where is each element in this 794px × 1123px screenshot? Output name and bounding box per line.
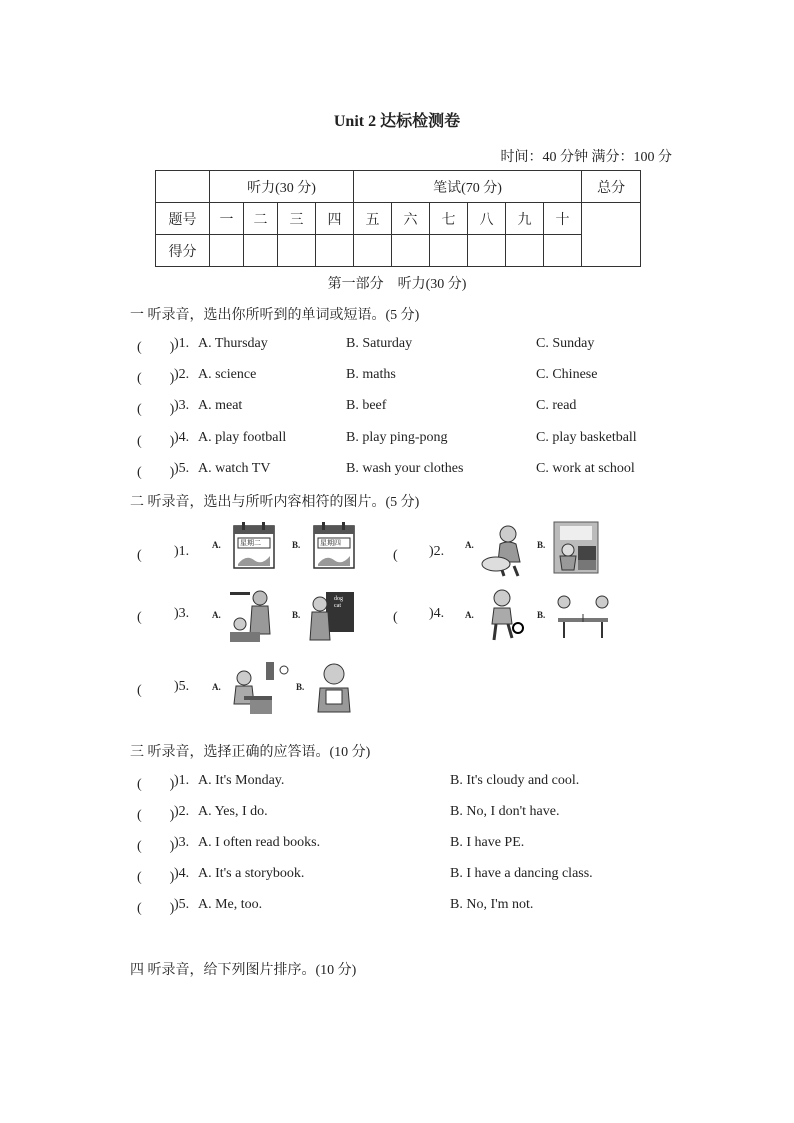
option-b: B. I have PE. — [450, 835, 525, 850]
option-c: C. play basketball — [536, 430, 637, 445]
answer-blank[interactable]: ( ) — [137, 839, 175, 854]
score-cell[interactable] — [244, 235, 278, 267]
option-c: C. work at school — [536, 461, 635, 476]
boy-washing-clothes-image[interactable] — [480, 522, 530, 577]
option-b: B. maths — [346, 367, 396, 382]
question-number: )1. — [174, 336, 190, 351]
writing-header: 笔试(70 分) — [354, 171, 582, 203]
answer-blank[interactable]: ( — [137, 548, 170, 563]
option-a: A. Me, too. — [198, 897, 263, 912]
board-word: dog — [334, 596, 343, 602]
kids-playing-ping-pong-image[interactable] — [554, 592, 612, 640]
option-b: B. play ping-pong — [346, 430, 448, 445]
option-b: B. Saturday — [346, 336, 413, 351]
girl-watching-tv-image[interactable] — [552, 520, 600, 575]
question-number: )4. — [429, 606, 445, 621]
option-b-label: B. — [292, 540, 301, 550]
calendar-tuesday-image[interactable] — [232, 520, 276, 570]
answer-blank[interactable]: ( ) — [137, 777, 175, 792]
page-title: Unit 2 达标检测卷 — [333, 113, 461, 130]
option-b: B. I have a dancing class. — [450, 866, 593, 881]
part-title: 第一部分 听力(30 分) — [327, 277, 467, 292]
total-header: 总分 — [582, 171, 641, 203]
option-a: A. It's a storybook. — [198, 866, 305, 881]
answer-blank[interactable]: ( — [393, 548, 426, 563]
answer-blank[interactable]: ( ) — [137, 402, 175, 417]
time-info: 时间：40 分钟 满分：100 分 — [500, 150, 672, 165]
score-table — [155, 170, 641, 267]
option-b: B. No, I'm not. — [450, 897, 534, 912]
score-cell[interactable] — [544, 235, 582, 267]
question-number: )2. — [174, 367, 190, 382]
question-number: 十 — [544, 203, 582, 235]
option-a: A. meat — [198, 398, 243, 413]
option-a: A. It's Monday. — [198, 773, 285, 788]
score-cell[interactable] — [316, 235, 354, 267]
question-number: )2. — [174, 804, 190, 819]
option-a: A. watch TV — [198, 461, 271, 476]
calendar-day-label: 星期四 — [320, 539, 341, 547]
option-b-label: B. — [292, 610, 301, 620]
option-a-label: A. — [212, 540, 221, 550]
question-number: )3. — [174, 835, 190, 850]
total-score-cell[interactable] — [582, 203, 641, 267]
girl-doing-homework-image[interactable] — [230, 660, 290, 716]
question-number: 五 — [354, 203, 392, 235]
score-cell[interactable] — [278, 235, 316, 267]
answer-blank[interactable]: ( ) — [137, 434, 175, 449]
option-c: C. Chinese — [536, 367, 598, 382]
boy-playing-football-image[interactable] — [486, 588, 526, 644]
question-number: )4. — [174, 430, 190, 445]
answer-blank[interactable]: ( — [137, 610, 170, 625]
question-number: )5. — [174, 679, 190, 694]
board-word: cat — [334, 603, 341, 609]
table-corner — [156, 171, 210, 203]
option-c: C. Sunday — [536, 336, 595, 351]
question-number: 六 — [392, 203, 430, 235]
question-number: )3. — [174, 606, 190, 621]
section1-title: 一 听录音，选出你所听到的单词或短语。(5 分) — [130, 308, 420, 323]
calendar-thursday-image[interactable] — [312, 520, 356, 570]
question-number: )1. — [174, 544, 190, 559]
option-a: A. Yes, I do. — [198, 804, 268, 819]
option-a: A. Thursday — [198, 336, 268, 351]
section2-title: 二 听录音，选出与所听内容相符的图片。(5 分) — [130, 495, 420, 510]
answer-blank[interactable]: ( — [393, 610, 426, 625]
question-number: 三 — [278, 203, 316, 235]
question-number: )2. — [429, 544, 445, 559]
option-b-label: B. — [537, 610, 546, 620]
option-a: A. I often read books. — [198, 835, 321, 850]
question-number: )5. — [174, 461, 190, 476]
answer-blank[interactable]: ( — [137, 683, 170, 698]
calendar-day-label: 星期二 — [240, 539, 261, 547]
answer-blank[interactable]: ( ) — [137, 465, 175, 480]
question-number: 一 — [210, 203, 244, 235]
option-a-label: A. — [465, 610, 474, 620]
question-number: 九 — [506, 203, 544, 235]
question-number: 七 — [430, 203, 468, 235]
answer-blank[interactable]: ( ) — [137, 340, 175, 355]
question-number: 四 — [316, 203, 354, 235]
question-number: 八 — [468, 203, 506, 235]
score-cell[interactable] — [468, 235, 506, 267]
option-a-label: A. — [465, 540, 474, 550]
option-b: B. It's cloudy and cool. — [450, 773, 580, 788]
option-b: B. wash your clothes — [346, 461, 464, 476]
section4-title: 四 听录音，给下列图片排序。(10 分) — [130, 963, 357, 978]
option-a-label: A. — [212, 610, 221, 620]
option-c: C. read — [536, 398, 577, 413]
question-number: )3. — [174, 398, 190, 413]
listening-header: 听力(30 分) — [210, 171, 354, 203]
question-number: )1. — [174, 773, 190, 788]
answer-blank[interactable]: ( ) — [137, 901, 175, 916]
score-cell[interactable] — [210, 235, 244, 267]
option-b-label: B. — [296, 682, 305, 692]
answer-blank[interactable]: ( ) — [137, 808, 175, 823]
question-number: 二 — [244, 203, 278, 235]
question-label: 题号 — [156, 203, 210, 235]
option-b-label: B. — [537, 540, 546, 550]
score-cell[interactable] — [430, 235, 468, 267]
option-b: B. beef — [346, 398, 387, 413]
option-a-label: A. — [212, 682, 221, 692]
score-cell[interactable] — [506, 235, 544, 267]
score-cell[interactable] — [392, 235, 430, 267]
teacher-at-board-image[interactable] — [308, 588, 356, 643]
question-number: )4. — [174, 866, 190, 881]
question-number: )5. — [174, 897, 190, 912]
option-a: A. science — [198, 367, 257, 382]
teacher-with-students-image[interactable] — [228, 588, 276, 643]
option-a: A. play football — [198, 430, 287, 445]
score-cell[interactable] — [354, 235, 392, 267]
answer-blank[interactable]: ( ) — [137, 870, 175, 885]
answer-blank[interactable]: ( ) — [137, 371, 175, 386]
boy-reading-book-image[interactable] — [314, 660, 354, 714]
score-label: 得分 — [156, 235, 210, 267]
section3-title: 三 听录音，选择正确的应答语。(10 分) — [130, 745, 371, 760]
option-b: B. No, I don't have. — [450, 804, 560, 819]
